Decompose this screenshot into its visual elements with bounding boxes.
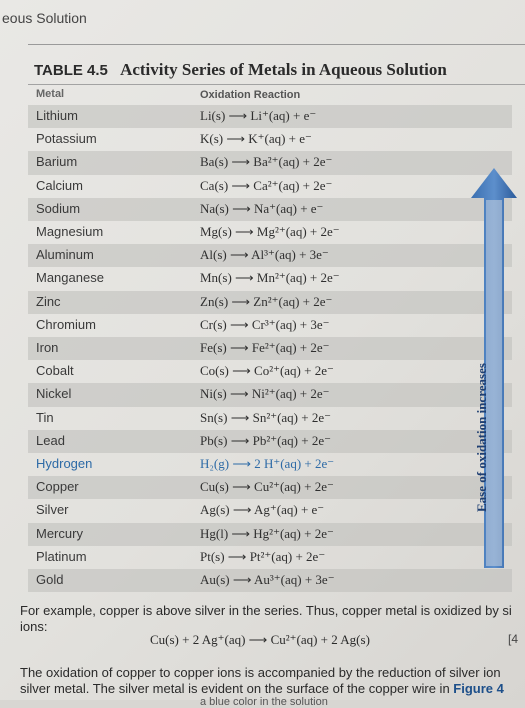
- metal-name: Lead: [36, 432, 65, 448]
- oxidation-reaction: Mg(s) ⟶ Mg²⁺(aq) + 2e⁻: [200, 224, 340, 239]
- table-row: [28, 360, 512, 383]
- oxidation-reaction: Cr(s) ⟶ Cr³⁺(aq) + 3e⁻: [200, 316, 330, 332]
- metal-name: Iron: [36, 340, 59, 355]
- metal-name: Copper: [36, 479, 79, 495]
- table-row: [28, 569, 512, 592]
- column-header-reaction: Oxidation Reaction: [200, 89, 301, 101]
- oxidation-reaction: Au(s) ⟶ Au³⁺(aq) + 3e⁻: [200, 572, 335, 587]
- table-row: [28, 407, 512, 430]
- metal-name: Chromium: [36, 316, 96, 332]
- oxidation-reaction: Pb(s) ⟶ Pb²⁺(aq) + 2e⁻: [200, 432, 331, 448]
- oxidation-reaction: K(s) ⟶ K⁺(aq) + e⁻: [200, 131, 312, 147]
- metal-name: Platinum: [36, 548, 87, 564]
- metal-name: Manganese: [36, 270, 104, 286]
- metal-name: Cobalt: [36, 363, 74, 379]
- metal-name: Mercury: [36, 525, 83, 541]
- table-row: [28, 105, 512, 128]
- table-title: [34, 60, 447, 80]
- table-row: [28, 314, 512, 337]
- oxidation-reaction: Hg(l) ⟶ Hg²⁺(aq) + 2e⁻: [200, 525, 334, 541]
- metal-name: Gold: [36, 572, 64, 587]
- table-row: [28, 453, 512, 476]
- oxidation-reaction: Ni(s) ⟶ Ni²⁺(aq) + 2e⁻: [200, 386, 330, 402]
- body-line-2: ions:: [20, 619, 48, 634]
- table-row: [28, 267, 512, 290]
- figure-reference: Figure 4: [453, 681, 504, 696]
- arrow-label: Ease of oxidation increases: [474, 363, 489, 512]
- table-row: [28, 337, 512, 360]
- table-row: [28, 546, 512, 569]
- oxidation-reaction: H₂(g) ⟶ 2 H⁺(aq) + 2e⁻: [200, 456, 335, 471]
- metal-name: Tin: [36, 409, 54, 425]
- oxidation-reaction: Pt(s) ⟶ Pt²⁺(aq) + 2e⁻: [200, 548, 326, 564]
- table-row: [28, 476, 512, 499]
- table-row: [28, 499, 512, 522]
- table-row: [28, 523, 512, 546]
- metal-name: Hydrogen: [36, 456, 93, 471]
- table-number: TABLE 4.5: [34, 62, 108, 79]
- table-header-row: [28, 85, 512, 105]
- oxidation-reaction: Co(s) ⟶ Co²⁺(aq) + 2e⁻: [200, 363, 334, 379]
- top-rule: [28, 44, 525, 45]
- oxidation-reaction: Zn(s) ⟶ Zn²⁺(aq) + 2e⁻: [200, 293, 333, 309]
- oxidation-reaction: Al(s) ⟶ Al³⁺(aq) + 3e⁻: [200, 247, 329, 263]
- metal-name: Nickel: [36, 386, 72, 402]
- running-head: eous Solution: [2, 10, 87, 26]
- equation: Cu(s) + 2 Ag⁺(aq) ⟶ Cu²⁺(aq) + 2 Ag(s): [150, 632, 370, 647]
- table-row: [28, 175, 512, 198]
- metal-name: Potassium: [36, 131, 97, 147]
- table-row: [28, 383, 512, 406]
- body-line-4: [20, 681, 525, 696]
- table-row: [28, 430, 512, 453]
- table-row: [28, 151, 512, 174]
- table-row: [28, 291, 512, 314]
- metal-name: Sodium: [36, 200, 81, 216]
- body-line-5: a blue color in the solution: [200, 696, 328, 708]
- table-row: [28, 128, 512, 151]
- oxidation-reaction: Cu(s) ⟶ Cu²⁺(aq) + 2e⁻: [200, 479, 334, 495]
- oxidation-reaction: Ca(s) ⟶ Ca²⁺(aq) + 2e⁻: [200, 177, 333, 193]
- body-line-4-text: silver metal. The silver metal is evident on the surface of the copper wire in: [20, 681, 454, 696]
- table-row: [28, 244, 512, 267]
- table-name: Activity Series of Metals in Aqueous Solution: [120, 60, 447, 79]
- oxidation-reaction: Fe(s) ⟶ Fe²⁺(aq) + 2e⁻: [200, 340, 330, 355]
- oxidation-reaction: Ba(s) ⟶ Ba²⁺(aq) + 2e⁻: [200, 154, 333, 170]
- oxidation-reaction: Na(s) ⟶ Na⁺(aq) + e⁻: [200, 200, 324, 216]
- oxidation-reaction: Ag(s) ⟶ Ag⁺(aq) + e⁻: [200, 502, 325, 518]
- metal-name: Silver: [36, 502, 69, 518]
- table-row: [28, 198, 512, 221]
- metal-name: Aluminum: [36, 247, 94, 263]
- metal-name: Lithium: [36, 108, 78, 123]
- metal-name: Barium: [36, 154, 78, 170]
- metal-name: Magnesium: [36, 224, 104, 239]
- table-row: [28, 221, 512, 244]
- equation-number: [4: [508, 632, 519, 646]
- metal-name: Calcium: [36, 177, 83, 193]
- body-line-3: The oxidation of copper to copper ions is accompanied by the reduction of silver ion: [20, 665, 501, 680]
- body-line-1: For example, copper is above silver in the series. Thus, copper metal is oxidized by si: [20, 603, 512, 618]
- metal-name: Zinc: [36, 293, 61, 309]
- oxidation-reaction: Sn(s) ⟶ Sn²⁺(aq) + 2e⁻: [200, 409, 331, 425]
- column-header-metal: Metal: [36, 88, 65, 100]
- oxidation-reaction: Li(s) ⟶ Li⁺(aq) + e⁻: [200, 108, 317, 123]
- oxidation-reaction: Mn(s) ⟶ Mn²⁺(aq) + 2e⁻: [200, 270, 340, 286]
